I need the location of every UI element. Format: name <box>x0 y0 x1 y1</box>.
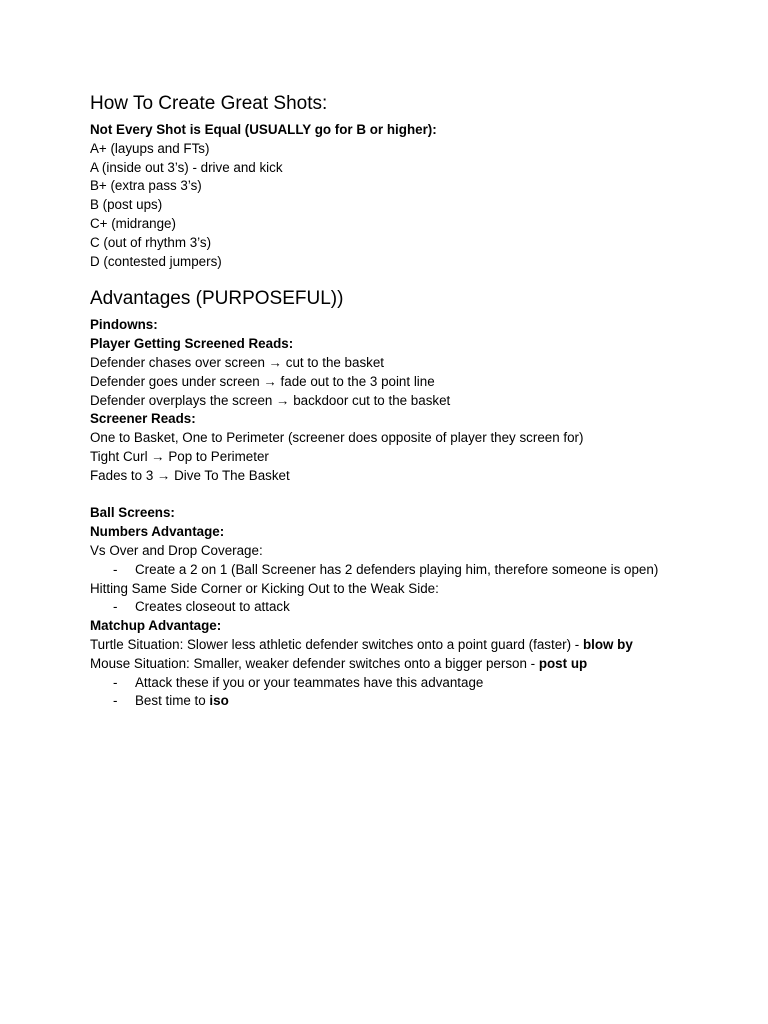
bullet-dash: - <box>113 693 118 709</box>
mouse-text: Mouse Situation: Smaller, weaker defender switches onto a bigger person - <box>90 655 539 671</box>
screener-read-item: Fades to 3 → Dive To The Basket <box>90 467 290 483</box>
turtle-text: Turtle Situation: Slower less athletic defender switches onto a point guard (faster) - <box>90 636 583 652</box>
section-title-create-shots: How To Create Great Shots: <box>90 93 328 114</box>
mouse-situation-line <box>90 655 730 674</box>
shot-quality-subtitle: Not Every Shot is Equal (USUALLY go for B or higher): <box>90 122 437 137</box>
document-page <box>90 92 730 711</box>
bullet-dash: - <box>113 561 118 577</box>
shot-grade-item: C+ (midrange) <box>90 215 176 231</box>
best-time-bold: iso <box>209 693 229 709</box>
mouse-bold: post up <box>538 655 588 671</box>
section-title-advantages: Advantages (PURPOSEFUL)) <box>90 288 344 310</box>
shot-grade-item: B (post ups) <box>90 197 163 213</box>
shot-grade-item: C (out of rhythm 3’s) <box>90 234 212 250</box>
screener-read-item: Tight Curl → Pop to Perimeter <box>90 448 269 464</box>
vs-over-drop-line: Vs Over and Drop Coverage: <box>90 542 263 558</box>
bullet-item <box>90 692 730 711</box>
turtle-bold: blow by <box>582 636 633 652</box>
shot-grade-item: A (inside out 3’s) - drive and kick <box>90 159 283 175</box>
bullet-text: Best time to <box>135 693 210 709</box>
bullet-item <box>90 674 730 693</box>
numbers-advantage-heading: Numbers Advantage: <box>90 524 225 540</box>
bullet-dash: - <box>113 599 118 615</box>
matchup-advantage-heading: Matchup Advantage: <box>90 618 222 634</box>
shot-grade-item: A+ (layups and FTs) <box>90 140 210 156</box>
turtle-situation-line <box>90 636 730 655</box>
blank-line <box>90 486 730 505</box>
shot-grade-item: B+ (extra pass 3’s) <box>90 178 202 194</box>
player-read-item: Defender chases over screen → cut to the basket <box>90 354 385 370</box>
screener-read-item: One to Basket, One to Perimeter (screener does opposite of player they screen for) <box>90 430 584 446</box>
screener-reads-heading: Screener Reads: <box>90 411 196 427</box>
player-read-item: Defender overplays the screen → backdoor cut to the basket <box>90 392 451 408</box>
bullet-item <box>90 598 730 617</box>
ball-screens-heading: Ball Screens: <box>90 505 175 521</box>
player-read-item: Defender goes under screen → fade out to the 3 point line <box>90 373 435 389</box>
player-reads-heading: Player Getting Screened Reads: <box>90 336 294 352</box>
shot-grade-list <box>90 140 730 272</box>
bullet-dash: - <box>113 674 118 690</box>
shot-grade-item: D (contested jumpers) <box>90 253 222 269</box>
bullet-text: Create a 2 on 1 (Ball Screener has 2 defenders playing him, therefore someone is open) <box>135 561 659 577</box>
bullet-item <box>90 561 730 580</box>
bullet-text: Creates closeout to attack <box>135 599 290 615</box>
hitting-corner-line: Hitting Same Side Corner or Kicking Out to the Weak Side: <box>90 580 439 596</box>
pindowns-heading: Pindowns: <box>90 317 158 333</box>
bullet-text: Attack these if you or your teammates have this advantage <box>135 674 484 690</box>
